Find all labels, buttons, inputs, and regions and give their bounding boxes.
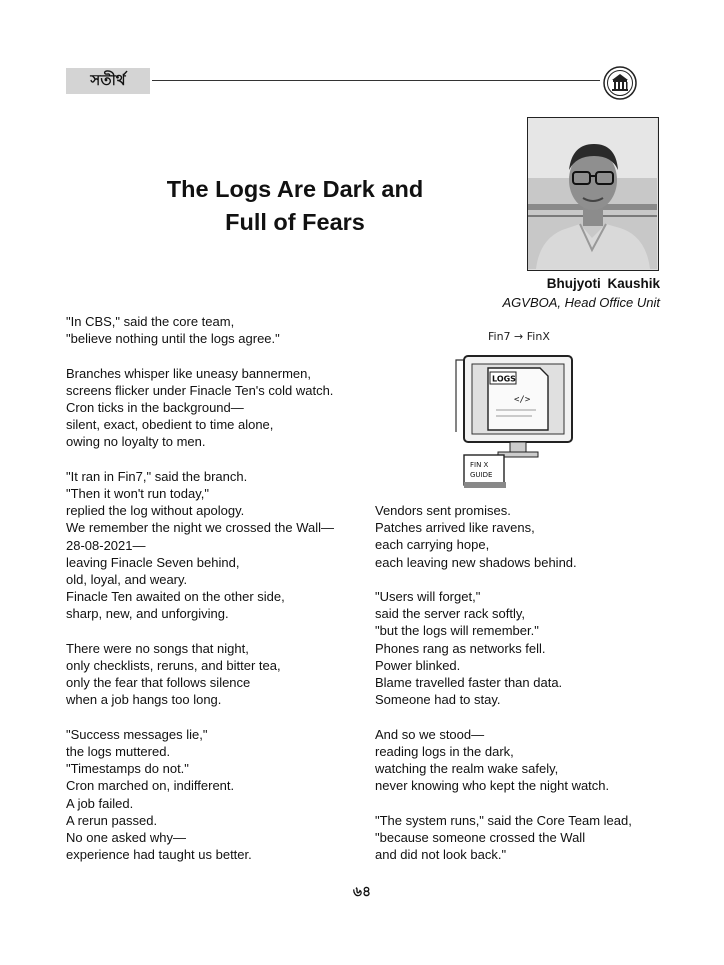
article-title	[140, 173, 450, 239]
header-rule	[152, 80, 600, 81]
section-tag: সতীৰ্থ	[66, 68, 150, 94]
author-name: Bhujyoti Kaushik	[546, 276, 660, 291]
poem-line: silent, exact, obedient to time alone,	[66, 417, 274, 433]
screen-label: LOGS	[492, 374, 516, 384]
organization-logo-icon	[603, 66, 637, 100]
stanza	[375, 812, 675, 864]
author-photo	[527, 117, 659, 271]
poem-line: leaving Finacle Seven behind,	[66, 554, 240, 570]
poem-line: sharp, new, and unforgiving.	[66, 606, 229, 622]
title-line-2: Full of Fears	[225, 209, 365, 235]
poem-line: screens flicker under Finacle Ten's cold watch.	[66, 382, 334, 398]
poem-line: reading logs in the dark,	[375, 743, 514, 759]
poem-right-column	[375, 502, 675, 880]
stanza	[66, 313, 366, 347]
poem-line: never knowing who kept the night watch.	[375, 778, 610, 794]
stanza	[66, 726, 366, 864]
poem-line: Vendors sent promises.	[375, 503, 511, 518]
stanza	[66, 468, 366, 623]
poem-line: "Then it won't run today,"	[66, 486, 209, 501]
poem-line: Patches arrived like ravens,	[375, 520, 535, 536]
poem-line: only the fear that follows silence	[66, 675, 251, 691]
poem-line: A job failed.	[66, 795, 134, 811]
poem-line: Finacle Ten awaited on the other side,	[66, 589, 285, 605]
code-glyph: </>	[514, 395, 531, 405]
poem-line: only checklists, reruns, and bitter tea,	[66, 658, 281, 674]
poem-line: Cron ticks in the background—	[66, 400, 244, 415]
poem-line: Blame travelled faster than data.	[375, 675, 563, 691]
poem-line: "but the logs will remember."	[375, 623, 539, 639]
poem-line: And so we stood—	[375, 726, 485, 742]
stanza	[375, 588, 675, 708]
poem-line: "Users will forget,"	[375, 589, 481, 604]
poem-left-column	[66, 313, 366, 881]
poem-line: when a job hangs too long.	[66, 692, 222, 708]
illustration-caption: Fin7 → FinX	[488, 330, 550, 343]
poem-line: and did not look back."	[375, 847, 507, 863]
poem-line: Cron marched on, indifferent.	[66, 778, 235, 794]
poem-line: Someone had to stay.	[375, 692, 501, 708]
poem-line: owing no loyalty to men.	[66, 434, 206, 450]
stanza	[66, 640, 366, 709]
poem-line: replied the log without apology.	[66, 503, 245, 519]
poem-line: old, loyal, and weary.	[66, 572, 188, 588]
poem-line: experience had taught us better.	[66, 847, 252, 863]
poem-line: "because someone crossed the Wall	[375, 829, 586, 845]
author-unit: AGVBOA, Head Office Unit	[502, 295, 660, 310]
poem-line: Branches whisper like uneasy bannermen,	[66, 365, 311, 381]
poem-line: "The system runs," said the Core Team lead,	[375, 812, 632, 828]
poem-line: We remember the night we crossed the Wall—	[66, 520, 335, 536]
poem-line: watching the realm wake safely,	[375, 761, 559, 777]
poem-line: There were no songs that night,	[66, 640, 249, 656]
poem-line: 28-08-2021—	[66, 537, 146, 553]
poem-line: "Timestamps do not."	[66, 761, 189, 777]
poem-line: Power blinked.	[375, 657, 461, 673]
poem-line: "believe nothing until the logs agree."	[66, 331, 280, 347]
stanza	[66, 365, 366, 451]
poem-line: A rerun passed.	[66, 812, 158, 828]
poem-line: "It ran in Fin7," said the branch.	[66, 468, 248, 484]
book-label-1: FIN X	[470, 461, 489, 469]
page-number: ৬৪	[352, 883, 372, 899]
poem-line: "Success messages lie,"	[66, 726, 208, 742]
computer-sketch-illustration	[436, 322, 594, 494]
poem-line: each carrying hope,	[375, 537, 490, 553]
poem-line: the logs muttered.	[66, 744, 171, 760]
poem-line: "In CBS," said the core team,	[66, 314, 235, 329]
poem-line: each leaving new shadows behind.	[375, 554, 577, 570]
poem-line: said the server rack softly,	[375, 606, 526, 622]
stanza	[375, 502, 675, 571]
book-label-2: GUIDE	[470, 471, 493, 479]
stanza	[375, 726, 675, 795]
title-line-1: The Logs Are Dark and	[166, 176, 424, 202]
poem-line: Phones rang as networks fell.	[375, 640, 546, 656]
poem-line: No one asked why—	[66, 830, 186, 846]
